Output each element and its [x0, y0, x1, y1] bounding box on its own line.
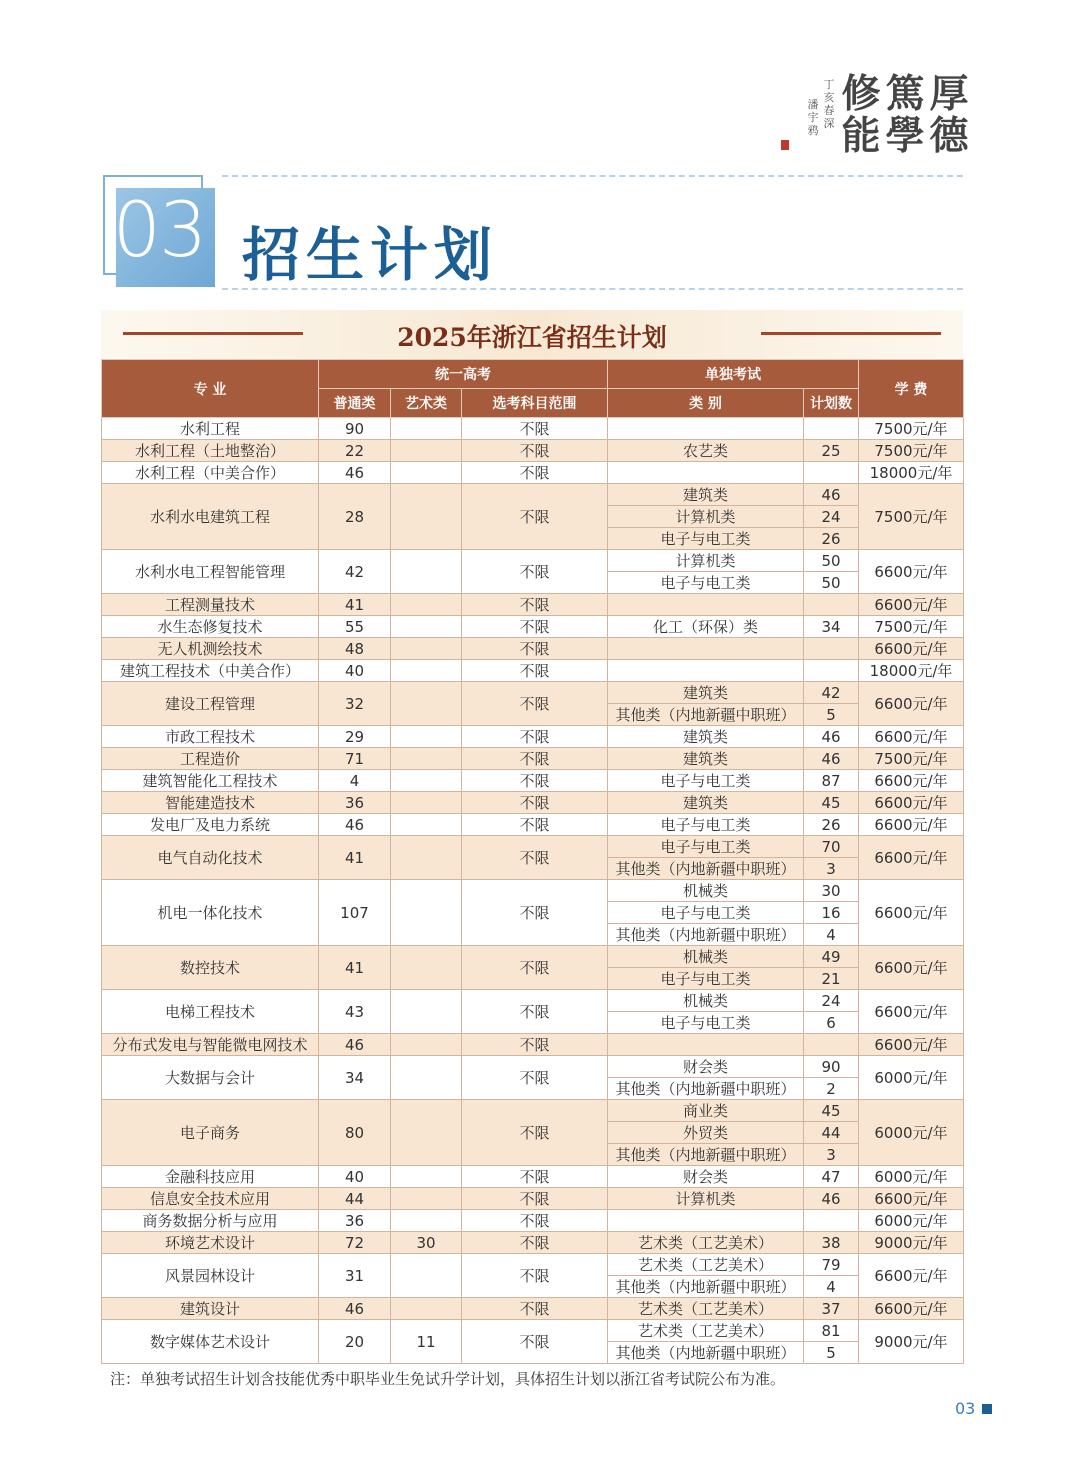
major-name-cell: 数字媒体艺术设计 [102, 1320, 319, 1364]
art-count-cell [391, 880, 462, 946]
subjects-cell: 不限 [462, 946, 608, 990]
major-name-cell: 建筑工程技术（中美合作） [102, 660, 319, 682]
fee-cell: 6600元/年 [859, 1034, 964, 1056]
general-count-cell: 80 [319, 1100, 391, 1166]
art-count-cell [391, 792, 462, 814]
header-category: 类 别 [608, 389, 804, 418]
fee-cell: 6600元/年 [859, 946, 964, 990]
general-count-cell: 36 [319, 1210, 391, 1232]
major-name-cell: 建筑设计 [102, 1298, 319, 1320]
single-count-cell: 44 [804, 1122, 859, 1144]
art-count-cell [391, 616, 462, 638]
fee-cell: 6600元/年 [859, 1254, 964, 1298]
subjects-cell: 不限 [462, 748, 608, 770]
calligraphy-char: 德 [929, 113, 969, 159]
single-category-cell [608, 462, 804, 484]
single-category-cell: 财会类 [608, 1166, 804, 1188]
major-name-cell: 环境艺术设计 [102, 1232, 319, 1254]
single-category-cell: 艺术类（工艺美术） [608, 1232, 804, 1254]
single-category-cell: 电子与电工类 [608, 572, 804, 594]
single-count-cell: 37 [804, 1298, 859, 1320]
single-category-cell: 其他类（内地新疆中职班） [608, 1078, 804, 1100]
fee-cell: 6600元/年 [859, 1298, 964, 1320]
general-count-cell: 40 [319, 660, 391, 682]
general-count-cell: 31 [319, 1254, 391, 1298]
single-count-cell [804, 462, 859, 484]
art-count-cell [391, 594, 462, 616]
fee-cell: 9000元/年 [859, 1320, 964, 1364]
table-row [102, 814, 964, 836]
subjects-cell: 不限 [462, 726, 608, 748]
fee-cell: 9000元/年 [859, 1232, 964, 1254]
single-category-cell: 建筑类 [608, 792, 804, 814]
single-category-cell: 商业类 [608, 1100, 804, 1122]
single-category-cell: 化工（环保）类 [608, 616, 804, 638]
single-count-cell: 24 [804, 506, 859, 528]
single-category-cell: 电子与电工类 [608, 902, 804, 924]
fee-cell: 6600元/年 [859, 880, 964, 946]
major-name-cell: 信息安全技术应用 [102, 1188, 319, 1210]
subjects-cell: 不限 [462, 1320, 608, 1364]
art-count-cell: 11 [391, 1320, 462, 1364]
single-category-cell: 电子与电工类 [608, 770, 804, 792]
major-name-cell: 数控技术 [102, 946, 319, 990]
subjects-cell: 不限 [462, 836, 608, 880]
table-row [102, 990, 964, 1012]
single-category-cell: 艺术类（工艺美术） [608, 1254, 804, 1276]
table-row [102, 1034, 964, 1056]
table-row [102, 726, 964, 748]
fee-cell: 18000元/年 [859, 660, 964, 682]
single-count-cell: 81 [804, 1320, 859, 1342]
fee-cell: 6000元/年 [859, 1166, 964, 1188]
single-category-cell: 计算机类 [608, 550, 804, 572]
single-count-cell: 79 [804, 1254, 859, 1276]
table-row [102, 748, 964, 770]
art-count-cell [391, 770, 462, 792]
general-count-cell: 46 [319, 462, 391, 484]
table-row [102, 1298, 964, 1320]
art-count-cell [391, 638, 462, 660]
art-count-cell [391, 990, 462, 1034]
major-name-cell: 水利水电工程智能管理 [102, 550, 319, 594]
calligraphy-char: 能 [841, 113, 881, 159]
single-count-cell: 2 [804, 1078, 859, 1100]
calligraphy-char: 修 [841, 71, 881, 117]
single-count-cell [804, 418, 859, 440]
major-name-cell: 智能建造技术 [102, 792, 319, 814]
subjects-cell: 不限 [462, 770, 608, 792]
single-count-cell: 26 [804, 528, 859, 550]
section-number: 03 [112, 185, 206, 274]
fee-cell: 18000元/年 [859, 462, 964, 484]
fee-cell: 7500元/年 [859, 484, 964, 550]
art-count-cell [391, 946, 462, 990]
major-name-cell: 工程测量技术 [102, 594, 319, 616]
single-count-cell: 46 [804, 484, 859, 506]
single-category-cell: 艺术类（工艺美术） [608, 1298, 804, 1320]
major-name-cell: 电气自动化技术 [102, 836, 319, 880]
major-name-cell: 电梯工程技术 [102, 990, 319, 1034]
art-count-cell [391, 1166, 462, 1188]
subjects-cell: 不限 [462, 550, 608, 594]
general-count-cell: 90 [319, 418, 391, 440]
subjects-cell: 不限 [462, 1034, 608, 1056]
calligraphy-char: 學 [885, 113, 925, 159]
table-row [102, 616, 964, 638]
single-count-cell: 46 [804, 726, 859, 748]
calligraphy-signature: 丁亥春深 [823, 78, 835, 130]
general-count-cell: 107 [319, 880, 391, 946]
single-category-cell [608, 594, 804, 616]
major-name-cell: 建筑智能化工程技术 [102, 770, 319, 792]
art-count-cell [391, 1034, 462, 1056]
fee-cell: 6600元/年 [859, 814, 964, 836]
major-name-cell: 风景园林设计 [102, 1254, 319, 1298]
art-count-cell [391, 814, 462, 836]
table-row [102, 594, 964, 616]
general-count-cell: 46 [319, 1298, 391, 1320]
header-art: 艺术类 [391, 389, 462, 418]
general-count-cell: 28 [319, 484, 391, 550]
general-count-cell: 46 [319, 814, 391, 836]
single-category-cell: 电子与电工类 [608, 528, 804, 550]
table-row [102, 418, 964, 440]
header-plan-count: 计划数 [804, 389, 859, 418]
subjects-cell: 不限 [462, 682, 608, 726]
major-name-cell: 工程造价 [102, 748, 319, 770]
single-category-cell: 其他类（内地新疆中职班） [608, 924, 804, 946]
single-count-cell: 42 [804, 682, 859, 704]
major-name-cell: 市政工程技术 [102, 726, 319, 748]
art-count-cell [391, 660, 462, 682]
major-name-cell: 商务数据分析与应用 [102, 1210, 319, 1232]
art-count-cell [391, 682, 462, 726]
general-count-cell: 41 [319, 836, 391, 880]
single-category-cell: 外贸类 [608, 1122, 804, 1144]
single-category-cell: 电子与电工类 [608, 1012, 804, 1034]
fee-cell: 6600元/年 [859, 638, 964, 660]
general-count-cell: 41 [319, 946, 391, 990]
subjects-cell: 不限 [462, 616, 608, 638]
page-number: 03 [955, 1399, 976, 1418]
single-count-cell: 6 [804, 1012, 859, 1034]
footnote: 注：单独考试招生计划含技能优秀中职毕业生免试升学计划，具体招生计划以浙江省考试院公布为准。 [110, 1370, 786, 1388]
single-count-cell: 5 [804, 704, 859, 726]
header-unified-exam: 统一高考 [319, 360, 608, 389]
single-count-cell: 21 [804, 968, 859, 990]
table-row [102, 462, 964, 484]
subjects-cell: 不限 [462, 814, 608, 836]
fee-cell: 6600元/年 [859, 726, 964, 748]
single-count-cell: 3 [804, 858, 859, 880]
major-name-cell: 水利工程（土地整治） [102, 440, 319, 462]
header-subjects: 选考科目范围 [462, 389, 608, 418]
art-count-cell [391, 1254, 462, 1298]
single-count-cell: 47 [804, 1166, 859, 1188]
single-category-cell: 建筑类 [608, 682, 804, 704]
single-category-cell [608, 660, 804, 682]
table-row [102, 1166, 964, 1188]
single-count-cell: 5 [804, 1342, 859, 1364]
seal-stamp [781, 140, 789, 150]
single-count-cell: 4 [804, 1276, 859, 1298]
general-count-cell: 36 [319, 792, 391, 814]
single-count-cell: 24 [804, 990, 859, 1012]
calligraphy-char: 篤 [885, 71, 925, 117]
major-name-cell: 水利工程（中美合作） [102, 462, 319, 484]
art-count-cell [391, 462, 462, 484]
art-count-cell [391, 1188, 462, 1210]
top-dashed-rule [222, 175, 963, 177]
single-count-cell: 3 [804, 1144, 859, 1166]
subjects-cell: 不限 [462, 1166, 608, 1188]
general-count-cell: 46 [319, 1034, 391, 1056]
single-count-cell [804, 1210, 859, 1232]
art-count-cell [391, 1210, 462, 1232]
subjects-cell: 不限 [462, 792, 608, 814]
single-count-cell: 90 [804, 1056, 859, 1078]
table-row [102, 1100, 964, 1122]
single-count-cell [804, 638, 859, 660]
single-category-cell: 电子与电工类 [608, 968, 804, 990]
section-title: 招生计划 [242, 221, 499, 289]
single-category-cell: 电子与电工类 [608, 814, 804, 836]
single-count-cell: 70 [804, 836, 859, 858]
subjects-cell: 不限 [462, 660, 608, 682]
art-count-cell [391, 484, 462, 550]
single-category-cell: 建筑类 [608, 748, 804, 770]
table-row [102, 660, 964, 682]
fee-cell: 6600元/年 [859, 594, 964, 616]
subjects-cell: 不限 [462, 594, 608, 616]
art-count-cell [391, 418, 462, 440]
single-count-cell: 25 [804, 440, 859, 462]
art-count-cell [391, 1298, 462, 1320]
art-count-cell [391, 1056, 462, 1100]
section-number-badge [103, 175, 215, 287]
subjects-cell: 不限 [462, 462, 608, 484]
single-category-cell [608, 1034, 804, 1056]
header-major: 专 业 [102, 360, 319, 418]
major-name-cell: 大数据与会计 [102, 1056, 319, 1100]
fee-cell: 6600元/年 [859, 836, 964, 880]
single-category-cell: 财会类 [608, 1056, 804, 1078]
art-count-cell [391, 1100, 462, 1166]
art-count-cell [391, 836, 462, 880]
enrollment-plan-table [101, 359, 964, 1364]
general-count-cell: 48 [319, 638, 391, 660]
subjects-cell: 不限 [462, 990, 608, 1034]
single-category-cell [608, 418, 804, 440]
art-count-cell [391, 748, 462, 770]
table-row [102, 1254, 964, 1276]
subjects-cell: 不限 [462, 1056, 608, 1100]
general-count-cell: 29 [319, 726, 391, 748]
calligraphy-char: 厚 [929, 71, 969, 117]
calligraphy-signature: 潘宇鸦 [807, 98, 819, 137]
table-row [102, 1210, 964, 1232]
general-count-cell: 41 [319, 594, 391, 616]
major-name-cell: 水利水电建筑工程 [102, 484, 319, 550]
general-count-cell: 43 [319, 990, 391, 1034]
major-name-cell: 机电一体化技术 [102, 880, 319, 946]
major-name-cell: 水生态修复技术 [102, 616, 319, 638]
table-row [102, 770, 964, 792]
single-category-cell [608, 638, 804, 660]
fee-cell: 6600元/年 [859, 792, 964, 814]
general-count-cell: 44 [319, 1188, 391, 1210]
single-count-cell: 87 [804, 770, 859, 792]
single-category-cell: 机械类 [608, 990, 804, 1012]
single-count-cell [804, 1034, 859, 1056]
major-name-cell: 金融科技应用 [102, 1166, 319, 1188]
table-row [102, 638, 964, 660]
fee-cell: 7500元/年 [859, 616, 964, 638]
subjects-cell: 不限 [462, 484, 608, 550]
single-count-cell: 30 [804, 880, 859, 902]
single-category-cell: 其他类（内地新疆中职班） [608, 1276, 804, 1298]
table-row [102, 440, 964, 462]
general-count-cell: 42 [319, 550, 391, 594]
table-row [102, 484, 964, 506]
general-count-cell: 4 [319, 770, 391, 792]
single-category-cell: 艺术类（工艺美术） [608, 1320, 804, 1342]
general-count-cell: 40 [319, 1166, 391, 1188]
art-count-cell [391, 726, 462, 748]
single-category-cell: 建筑类 [608, 484, 804, 506]
single-category-cell: 建筑类 [608, 726, 804, 748]
subjects-cell: 不限 [462, 1298, 608, 1320]
page-marker-icon [982, 1404, 992, 1414]
general-count-cell: 34 [319, 1056, 391, 1100]
single-count-cell: 46 [804, 1188, 859, 1210]
subjects-cell: 不限 [462, 440, 608, 462]
fee-cell: 6600元/年 [859, 990, 964, 1034]
general-count-cell: 20 [319, 1320, 391, 1364]
subjects-cell: 不限 [462, 880, 608, 946]
table-row [102, 550, 964, 572]
single-count-cell: 4 [804, 924, 859, 946]
table-row [102, 880, 964, 902]
header-general: 普通类 [319, 389, 391, 418]
single-count-cell [804, 660, 859, 682]
table-title-band [101, 310, 963, 360]
fee-cell: 6000元/年 [859, 1210, 964, 1232]
table-row [102, 1320, 964, 1342]
single-count-cell: 50 [804, 550, 859, 572]
single-category-cell [608, 1210, 804, 1232]
single-count-cell: 50 [804, 572, 859, 594]
fee-cell: 6600元/年 [859, 682, 964, 726]
single-count-cell: 26 [804, 814, 859, 836]
fee-cell: 6600元/年 [859, 550, 964, 594]
art-count-cell: 30 [391, 1232, 462, 1254]
single-category-cell: 其他类（内地新疆中职班） [608, 858, 804, 880]
single-category-cell: 机械类 [608, 880, 804, 902]
table-row [102, 1188, 964, 1210]
major-name-cell: 分布式发电与智能微电网技术 [102, 1034, 319, 1056]
fee-cell: 6000元/年 [859, 1100, 964, 1166]
single-category-cell: 农艺类 [608, 440, 804, 462]
table-row [102, 792, 964, 814]
art-count-cell [391, 550, 462, 594]
single-category-cell: 计算机类 [608, 506, 804, 528]
single-count-cell [804, 594, 859, 616]
single-count-cell: 49 [804, 946, 859, 968]
table-title: 2025年浙江省招生计划 [397, 323, 667, 352]
major-name-cell: 建设工程管理 [102, 682, 319, 726]
table-row [102, 1232, 964, 1254]
major-name-cell: 电子商务 [102, 1100, 319, 1166]
header-fee: 学 费 [859, 360, 964, 418]
single-count-cell: 34 [804, 616, 859, 638]
single-category-cell: 计算机类 [608, 1188, 804, 1210]
single-category-cell: 其他类（内地新疆中职班） [608, 704, 804, 726]
fee-cell: 7500元/年 [859, 440, 964, 462]
fee-cell: 7500元/年 [859, 418, 964, 440]
single-category-cell: 其他类（内地新疆中职班） [608, 1342, 804, 1364]
single-category-cell: 电子与电工类 [608, 836, 804, 858]
single-count-cell: 16 [804, 902, 859, 924]
table-row [102, 682, 964, 704]
general-count-cell: 71 [319, 748, 391, 770]
subjects-cell: 不限 [462, 1188, 608, 1210]
subjects-cell: 不限 [462, 418, 608, 440]
table-row [102, 836, 964, 858]
single-count-cell: 46 [804, 748, 859, 770]
table-row [102, 946, 964, 968]
subjects-cell: 不限 [462, 1210, 608, 1232]
major-name-cell: 发电厂及电力系统 [102, 814, 319, 836]
single-category-cell: 机械类 [608, 946, 804, 968]
calligraphy-inscription [807, 71, 975, 162]
single-category-cell: 其他类（内地新疆中职班） [608, 1144, 804, 1166]
general-count-cell: 55 [319, 616, 391, 638]
fee-cell: 6600元/年 [859, 1188, 964, 1210]
table-row [102, 1056, 964, 1078]
general-count-cell: 72 [319, 1232, 391, 1254]
general-count-cell: 22 [319, 440, 391, 462]
subjects-cell: 不限 [462, 638, 608, 660]
single-count-cell: 45 [804, 792, 859, 814]
fee-cell: 6000元/年 [859, 1056, 964, 1100]
subjects-cell: 不限 [462, 1100, 608, 1166]
general-count-cell: 32 [319, 682, 391, 726]
header-single-exam: 单独考试 [608, 360, 859, 389]
major-name-cell: 水利工程 [102, 418, 319, 440]
major-name-cell: 无人机测绘技术 [102, 638, 319, 660]
single-count-cell: 38 [804, 1232, 859, 1254]
fee-cell: 6600元/年 [859, 770, 964, 792]
subjects-cell: 不限 [462, 1254, 608, 1298]
fee-cell: 7500元/年 [859, 748, 964, 770]
art-count-cell [391, 440, 462, 462]
table-body [102, 418, 964, 1364]
subjects-cell: 不限 [462, 1232, 608, 1254]
single-count-cell: 45 [804, 1100, 859, 1122]
